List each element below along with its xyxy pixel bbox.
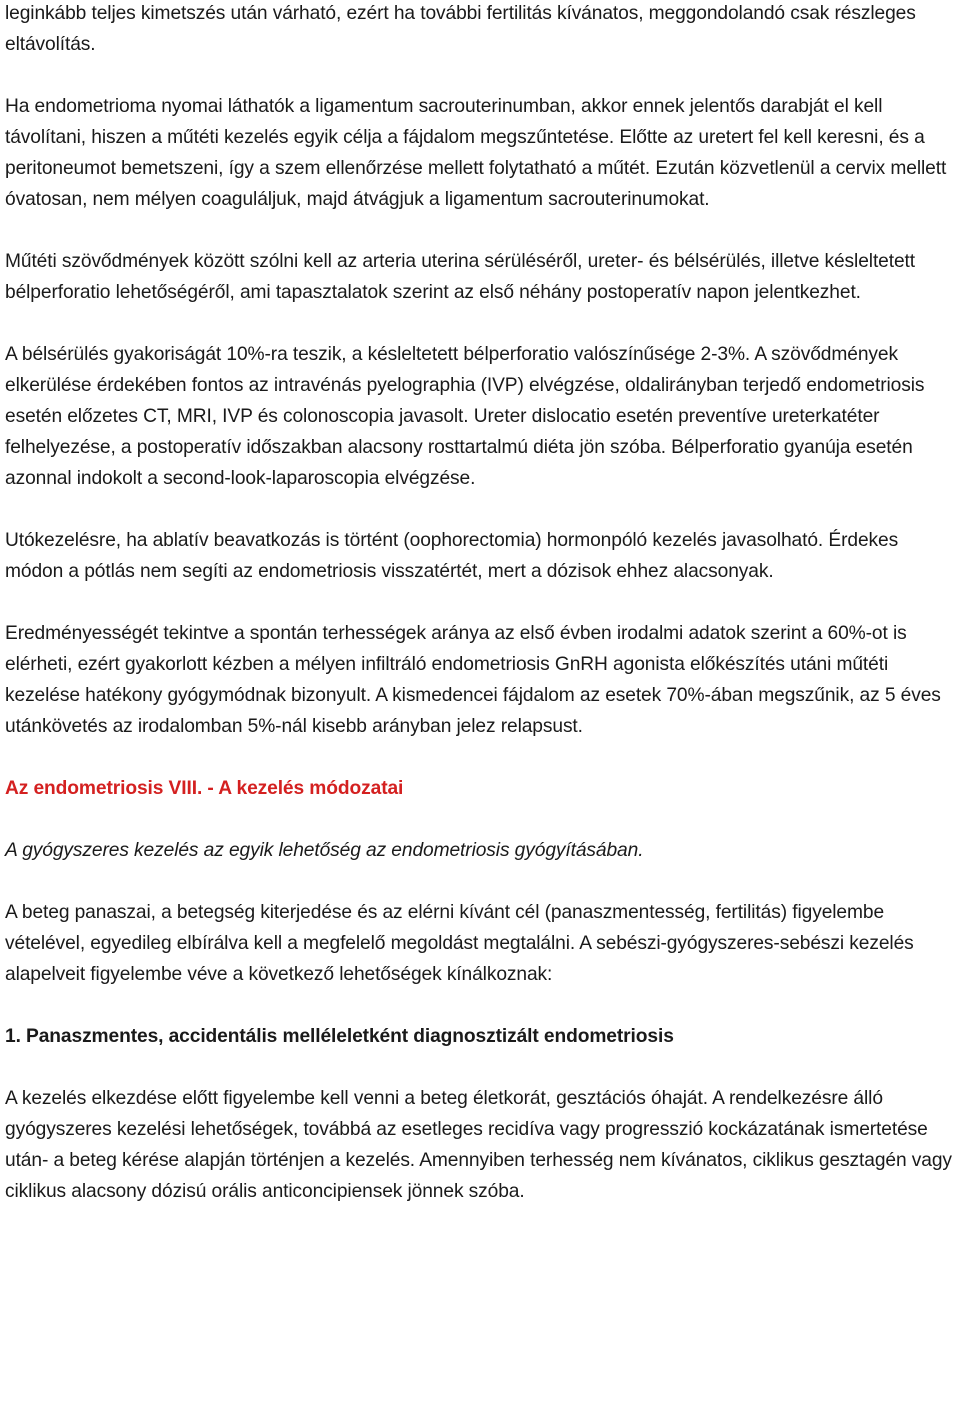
paragraph-3: Műtéti szövődmények között szólni kell az arteria uterina sérüléséről, ureter- és bélsérülés, illetve késleltetett bélperforatio lehetőségéről, ami tapasztalatok szerint az első néhány postoperatív napon jelentkezhet. [5,251,916,303]
paragraph-6: Eredményességét tekintve a spontán terhességek aránya az első évben irodalmi adatok szerint a 60%-ot is elérheti, ezért gyakorlott kézben a mélyen infiltráló endometriosis GnRH agonista előkészítés utáni műtéti kezelése hatékony gyógymódnak bizonyult. A kismedencei fájdalom az esetek 70%-ában megszűnik, az 5 éves utánkövetés az irodalomban 5%-nál kisebb arányban jelez relapsust. [5,623,941,737]
subheading: 1. Panaszmentes, accidentális melléleletként diagnosztizált endometriosis [5,1026,674,1047]
paragraph-2: Ha endometrioma nyomai láthatók a ligamentum sacrouterinumban, akkor ennek jelentős darabját el kell távolítani, hiszen a műtéti kezelés egyik célja a fájdalom megszűntetése. Előtte az uretert fel kell keresni, és a peritoneumot bemetszeni, így a szem ellenőrzése mellett folytatható a műtét. Ezután közvetlenül a cervix mellett óvatosan, nem mélyen coaguláljuk, majd átvágjuk a ligamentum sacrouterinumokat. [5,96,947,210]
paragraph-4: A bélsérülés gyakoriságát 10%-ra teszik, a késleltetett bélperforatio valószínűsége 2-3%. A szövődmények elkerülése érdekében fontos az intravénás pyelographia (IVP) elvégzése, oldalirányban terjedő endometriosis esetén előzetes CT, MRI, IVP és colonoscopia javasolt. Ureter dislocatio esetén preventíve ureterkatéter felhelyezése, a postoperatív időszakban alacsony rosttartalmú diéta jön szóba. Bélperforatio gyanúja esetén azonnal indokolt a second-look-laparoscopia elvégzése. [5,344,925,489]
italic-intro: A gyógyszeres kezelés az egyik lehetőség az endometriosis gyógyításában. [5,840,644,861]
section-heading: Az endometriosis VIII. - A kezelés módozatai [5,778,404,799]
paragraph-5: Utókezelésre, ha ablatív beavatkozás is történt (oophorectomia) hormonpóló kezelés javasolható. Érdekes módon a pótlás nem segíti az endometriosis visszatértét, mert a dózisok ehhez alacsonyak. [5,530,899,582]
paragraph-8: A kezelés elkezdése előtt figyelembe kell venni a beteg életkorát, gesztációs óhaját. A rendelkezésre álló gyógyszeres kezelési lehetőségek, továbbá az esetleges recidíva vagy progresszió kockázatának ismertetése után- a beteg kérése alapján történjen a kezelés. Amennyiben terhesség nem kívánatos, ciklikus gesztagén vagy ciklikus alacsony dózisú orális anticoncipiensek jönnek szóba. [5,1088,952,1202]
paragraph-1: leginkább teljes kimetszés után várható, ezért ha további fertilitás kívánatos, meggondolandó csak részleges eltávolítás. [5,3,916,55]
paragraph-7: A beteg panaszai, a betegség kiterjedése és az elérni kívánt cél (panaszmentesség, fertilitás) figyelembe vételével, egyedileg elbírálva kell a megfelelő megoldást megtalálni. A sebészi-gyógyszeres-sebészi kezelés alapelveit figyelembe véve a következő lehetőségek kínálkoznak: [5,902,914,985]
